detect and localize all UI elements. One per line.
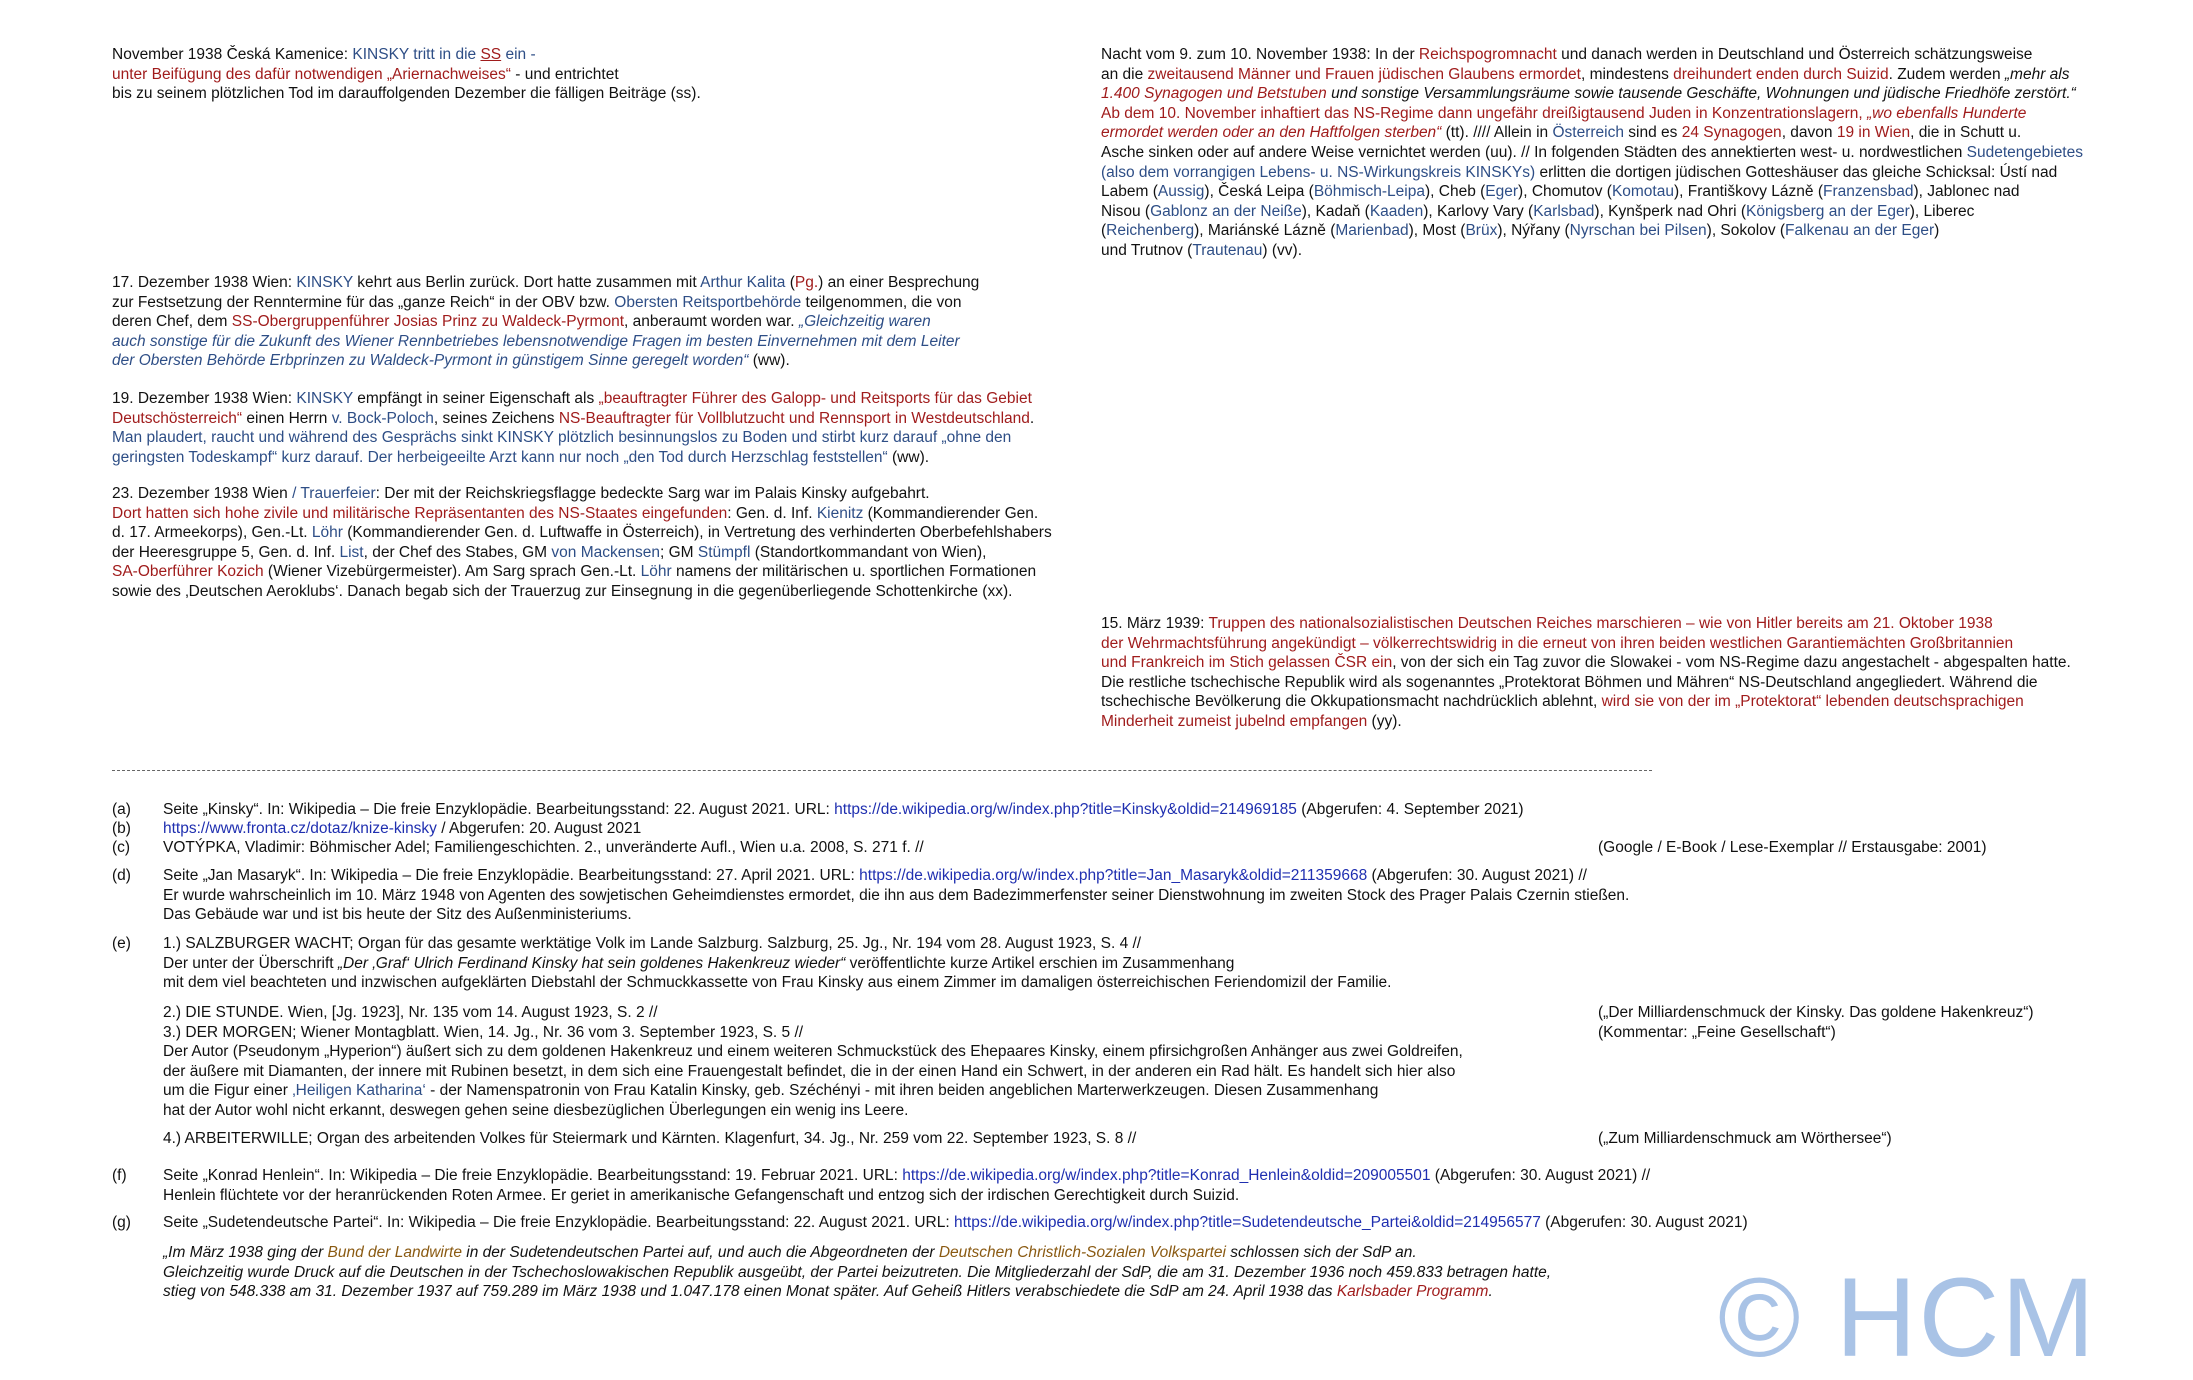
text-run: Man plaudert, raucht und während des Gesprächs sinkt KINSKY plötzlich besinnungslos zu Boden und stirbt kurz darauf „ohne den — [112, 429, 1012, 447]
footnote-label: (a) — [112, 801, 131, 818]
text-run: Böhmisch-Leipa — [1313, 183, 1425, 201]
url-link[interactable]: https://de.wikipedia.org/w/index.php?title=Konrad_Henlein&oldid=209005501 — [902, 1167, 1431, 1184]
footnote-aside: („Der Milliardenschmuck der Kinsky. Das goldene Hakenkreuz“) — [1598, 1004, 2034, 1021]
text-run: : Der mit der Reichskriegsflagge bedeckte Sarg war im Palais Kinsky aufgebahrt. — [375, 485, 930, 502]
text-run: Franzensbad — [1823, 183, 1914, 201]
footnote-aside: (Google / E-Book / Lese-Exemplar // Erstausgabe: 2001) — [1598, 839, 1987, 856]
text-run: Obersten Reitsportbehörde — [614, 293, 802, 311]
text-run: teilgenommen, die von — [801, 293, 962, 311]
text-line — [163, 1213, 1748, 1233]
text-run: Seite „Sudetendeutsche Partei“. In: Wikipedia – Die freie Enzyklopädie. Bearbeitungsstand: 22. August 2021. URL: — [163, 1214, 954, 1231]
text-run: Kienitz — [816, 504, 864, 522]
text-run: „Gleichzeitig waren — [798, 313, 931, 331]
text-run: 19 in Wien — [1836, 124, 1911, 142]
text-run: Reichspogromnacht — [1418, 46, 1557, 63]
url-link[interactable]: https://de.wikipedia.org/w/index.php?title=Jan_Masaryk&oldid=211359668 — [859, 867, 1368, 884]
text-run: Das Gebäude war und ist bis heute der Sitz des Außenministeriums. — [163, 906, 632, 924]
text-run: NS-Beauftragter für Vollblutzucht und Rennsport in Westdeutschland — [558, 409, 1030, 427]
text-run: Der Autor (Pseudonym „Hyperion“) äußert sich zu dem goldenen Hakenkreuz und einem weiteren Schmuckstück des Ehepaares Kinsky, einem pfirsichgroßen Anhänger aus zwei Goldreifen, — [163, 1043, 1463, 1061]
text-line — [1101, 634, 2071, 654]
text-run: List — [339, 543, 364, 561]
entry-dec-17-1938 — [112, 273, 979, 371]
text-line — [163, 1263, 1551, 1283]
text-run: (also dem vorrangigen Lebens- u. NS-Wirkungskreis KINSKYs) — [1101, 163, 1536, 181]
text-run: Die restliche tschechische Republik wird als sogenanntes „Protektorat Böhmen und Mähren“ NS-Deutschland angegliedert. Während die — [1101, 673, 2038, 691]
text-run: ), Cheb ( — [1424, 183, 1486, 201]
text-run: Stümpfl — [697, 543, 751, 561]
text-run: ), Kadaň ( — [1301, 202, 1370, 220]
text-run: Arthur Kalita — [700, 274, 786, 291]
text-run: und sonstige Versammlungsräume sowie tausende Geschäfte, Wohnungen und jüdische Friedhöfe zerstört.“ — [1326, 85, 2076, 103]
text-line — [163, 1042, 1463, 1062]
text-line — [112, 448, 1034, 468]
text-run: Pg. — [794, 274, 819, 291]
text-run: hat der Autor wohl nicht erkannt, deswegen gehen seine diesbezüglichen Überlegungen ein wenig ins Leere. — [163, 1101, 909, 1119]
text-run: : — [287, 274, 297, 291]
text-line — [163, 1003, 1463, 1023]
text-run: (Abgerufen: 4. September 2021) — [1296, 801, 1524, 818]
text-run: , die in Schutt u. — [1910, 124, 2022, 142]
text-line — [112, 543, 1052, 563]
text-run: Eger — [1485, 183, 1519, 201]
text-line — [163, 1282, 1551, 1302]
text-run: . — [1029, 409, 1035, 427]
text-line — [163, 905, 1629, 925]
text-run: (Abgerufen: 30. August 2021) // — [1430, 1167, 1651, 1184]
url-link[interactable]: https://www.fronta.cz/dotaz/knize-kinsky — [163, 820, 437, 837]
text-run: unter Beifügung des dafür notwendigen „Ariernachweises“ — [112, 65, 511, 83]
text-run: - und entrichtet — [510, 65, 619, 83]
text-run: in der Sudetendeutschen Partei auf, und auch die Abgeordneten der — [461, 1244, 939, 1261]
text-run: auch sonstige für die Zukunft des Wiener Rennbetriebes lebensnotwendige Fragen im besten Einvernehmen mit dem Leiter — [112, 332, 960, 350]
text-run: bis zu seinem plötzlichen Tod im darauffolgenden Dezember die fälligen Beiträge (ss). — [112, 85, 701, 103]
text-run: (tt). //// Allein in — [1441, 124, 1553, 142]
footnote-aside: („Zum Milliardenschmuck am Wörthersee“) — [1598, 1130, 1892, 1147]
text-line — [112, 523, 1052, 543]
text-run: , seines Zeichens — [433, 409, 559, 427]
text-line — [163, 1166, 1650, 1186]
text-line — [1101, 163, 2083, 183]
text-run: deren Chef, dem — [112, 313, 232, 331]
text-line — [112, 84, 701, 104]
url-link[interactable]: https://de.wikipedia.org/w/index.php?title=Sudetendeutsche_Partei&oldid=214956577 — [953, 1214, 1541, 1231]
text-line — [163, 954, 1391, 974]
text-line — [163, 838, 924, 858]
text-run: veröffentlichte kurze Artikel erschien im Zusammenhang — [845, 954, 1235, 972]
text-run: ermordet werden oder an den Haftfolgen sterben“ — [1101, 124, 1442, 142]
entry-nov-1938 — [112, 45, 701, 104]
text-run: November 1938 Česká Kamenice — [112, 46, 344, 63]
text-run: zur Festsetzung der Renntermine für das „ganze Reich“ in der OBV bzw. — [112, 293, 615, 311]
text-line — [1101, 614, 2071, 634]
text-run: (Standortkommandant von Wien), — [750, 543, 987, 561]
url-link[interactable]: https://de.wikipedia.org/w/index.php?title=Kinsky&oldid=214969185 — [834, 801, 1297, 818]
text-run: VOTÝPKA, Vladimir: Böhmischer Adel; Familiengeschichten. 2., unveränderte Aufl., Wien u.a. 2008, S. 271 f. // — [163, 839, 924, 856]
text-run: Karlsbad — [1533, 202, 1595, 220]
text-line — [1101, 143, 2083, 163]
text-run: ), Česká Leipa ( — [1204, 183, 1314, 201]
text-run: „Der ‚Graf‘ Ulrich Ferdinand Kinsky hat sein goldenes Hakenkreuz wieder“ — [337, 954, 846, 972]
text-line — [163, 886, 1629, 906]
text-run: Nacht vom 9. zum 10. November 1938 — [1101, 46, 1367, 63]
text-run: Komotau — [1611, 183, 1674, 201]
text-run: Deutschösterreich“ — [112, 409, 243, 427]
text-run: um die Figur einer — [163, 1082, 293, 1100]
text-run: , von der sich ein Tag zuvor die Slowakei - vom NS-Regime dazu angestachelt - abgespalten hatte. — [1392, 654, 2071, 672]
text-run: ) — [1934, 222, 1940, 240]
text-run: - der Namenspatronin von Frau Katalin Kinsky, geb. Széchényi - mit ihren beiden angeblichen Marterwerkzeugen. Diesen Zusammenhang — [425, 1082, 1379, 1100]
text-run: erlitten die dortigen jüdischen Gotteshäuser das gleiche Schicksal: Ústí nad — [1535, 163, 2058, 181]
text-run: der äußere mit Diamanten, der innere mit Rubinen besetzt, in dem sich eine Frauengestalt befindet, die in der einen Hand ein Schwert, in der anderen ein Rad hält. Es handelt sich hier also — [163, 1062, 1456, 1080]
entry-mar-15-1939 — [1101, 614, 2071, 732]
text-run: Henlein flüchtete vor der heranrückenden Roten Armee. Er geriet in amerikanische Gefangenschaft und entzog sich der irdischen Gerechtigkeit durch Suizid. — [163, 1186, 1240, 1204]
text-run: und Trutnov ( — [1101, 241, 1193, 259]
footnote-quote — [163, 1243, 1551, 1302]
text-run: Seite „Konrad Henlein“. In: Wikipedia – Die freie Enzyklopädie. Bearbeitungsstand: 19. Februar 2021. URL: — [163, 1167, 903, 1184]
footnote-text: 4.) ARBEITERWILLE; Organ des arbeitenden Volkes für Steiermark und Kärnten. Klagenfurt, 34. Jg., Nr. 259 vom 22. September 1923, S. 8 // — [163, 1130, 1137, 1147]
text-run: schlossen sich der SdP an. — [1225, 1244, 1417, 1261]
text-run: 1.400 Synagogen und Betstuben — [1101, 85, 1327, 103]
footnote-text — [163, 819, 641, 839]
text-run: an die — [1101, 65, 1148, 83]
text-run: (Wiener Vizebürgermeister). Am Sarg sprach Gen.-Lt. — [263, 563, 641, 581]
text-run: ), Nýřany ( — [1497, 222, 1570, 240]
text-line — [112, 273, 979, 293]
text-line — [1101, 673, 2071, 693]
text-run: kehrt aus Berlin zurück. Dort hatte zusammen mit — [352, 274, 701, 291]
text-run: ( — [1101, 222, 1107, 240]
text-line — [112, 65, 701, 85]
text-run: (Abgerufen: 30. August 2021) — [1540, 1214, 1748, 1231]
text-run: / Trauerfeier — [287, 485, 376, 502]
text-run: 19. Dezember 1938 Wien — [112, 390, 288, 407]
text-line — [163, 819, 641, 839]
text-run: (ww). — [887, 448, 930, 466]
text-run: : — [287, 390, 297, 407]
text-run: KINSKY — [296, 390, 353, 407]
footnote-text — [163, 1166, 1650, 1205]
text-line — [112, 332, 979, 352]
text-run: namens der militärischen u. sportlichen Formationen — [671, 563, 1037, 581]
text-line — [112, 389, 1034, 409]
text-run: sind es — [1623, 124, 1682, 142]
text-run: 24 Synagogen — [1681, 124, 1782, 142]
text-run: empfängt in seiner Eigenschaft als — [352, 390, 599, 407]
text-run: „Im März 1938 ging der — [163, 1244, 328, 1261]
entry-dec-19-1938 — [112, 389, 1034, 467]
text-run: Löhr — [311, 524, 343, 542]
text-run: Der unter der Überschrift — [163, 954, 338, 972]
text-run: SA-Oberführer Kozich — [112, 563, 264, 581]
text-run: Karlsbader Programm — [1336, 1283, 1489, 1301]
text-run: 17. Dezember 1938 Wien — [112, 274, 288, 291]
text-line — [163, 1101, 1463, 1121]
footnote-label: (b) — [112, 820, 131, 837]
text-run: . — [1488, 1283, 1493, 1301]
text-line — [1101, 692, 2071, 712]
text-run: Gablonz an der Neiße — [1150, 202, 1302, 220]
text-run: einen Herrn — [242, 409, 332, 427]
text-run: (Kommandierender Gen. — [863, 504, 1039, 522]
text-line — [112, 428, 1034, 448]
text-line — [1101, 221, 2083, 241]
text-run: , anberaumt worden war. — [624, 313, 799, 331]
text-run: und Frankreich im Stich gelassen ČSR ein — [1101, 654, 1393, 672]
text-run: 2.) DIE STUNDE. Wien, [Jg. 1923], Nr. 135 vom 14. August 1923, S. 2 // — [163, 1004, 658, 1021]
text-run: „wo ebenfalls Hunderte — [1866, 104, 2027, 122]
text-run: „beauftragter Führer des Galopp- und Reitsports für das Gebiet — [598, 390, 1032, 407]
text-run: Er wurde wahrscheinlich im 10. März 1948 von Agenten des sowjetischen Geheimdienstes ermordet, die ihn aus dem Badezimmerfenster seiner Dienstwohnung im zweiten Stock des Prager Palais Czernin stießen. — [163, 886, 1630, 904]
footnote-text — [163, 934, 1391, 993]
text-line — [163, 800, 1524, 820]
text-run: Labem ( — [1101, 183, 1158, 201]
text-run: ) an einer Besprechung — [818, 274, 980, 291]
text-line — [1101, 241, 2083, 261]
separator-line — [112, 770, 1652, 771]
text-run: SS — [480, 46, 502, 63]
text-run: Seite „Jan Masaryk“. In: Wikipedia – Die freie Enzyklopädie. Bearbeitungsstand: 27. April 2021. URL: — [163, 867, 860, 884]
text-run: SS-Obergruppenführer Josias Prinz zu Waldeck-Pyrmont — [231, 313, 625, 331]
text-run: Nyrschan bei Pilsen — [1569, 222, 1707, 240]
text-run: Nisou ( — [1101, 202, 1151, 220]
text-line — [1101, 104, 2083, 124]
text-run: ), Mariánské Lázně ( — [1194, 222, 1336, 240]
text-line — [1101, 712, 2071, 732]
text-run: d. 17. Armeekorps), Gen.-Lt. — [112, 524, 312, 542]
text-run: ( — [785, 274, 795, 291]
text-run: 1.) SALZBURGER WACHT; Organ für das gesamte werktätige Volk im Lande Salzburg. Salzburg, 25. Jg., Nr. 194 vom 28. August 1923, S. 4 // — [163, 935, 1142, 952]
entry-nov-9-1938 — [1101, 45, 2083, 261]
text-run: 3.) DER MORGEN; Wiener Montagblatt. Wien, 14. Jg., Nr. 36 vom 3. September 1923, S. 5 // — [163, 1023, 804, 1041]
text-run: KINSKY — [296, 274, 353, 291]
text-run: tschechische Bevölkerung die Okkupationsmacht nachdrücklich ablehnt, — [1101, 693, 1602, 711]
footnote-text — [163, 866, 1629, 925]
text-run: geringsten Todeskampf“ kurz darauf. Der herbeigeeilte Arzt kann nur noch „den Tod durch Herzschlag feststellen“ — [112, 448, 888, 466]
text-run: KINSKY tritt in die — [352, 46, 481, 63]
text-run: Österreich — [1552, 124, 1624, 142]
text-run: und danach werden in Deutschland und Österreich schätzungsweise — [1556, 46, 2033, 63]
text-line — [112, 504, 1052, 524]
entry-dec-23-1938 — [112, 484, 1052, 602]
text-run: 15. März 1939 — [1101, 615, 1201, 632]
text-run: Dort hatten sich hohe zivile und militärische Repräsentanten des NS-Staates eingefunden — [112, 504, 728, 522]
text-run: zweitausend Männer und Frauen jüdischen Glaubens ermordet — [1147, 65, 1581, 83]
text-run: Deutschen Christlich-Sozialen Volkspartei — [938, 1244, 1226, 1261]
text-line — [163, 1186, 1650, 1206]
text-run: Sudetengebietes — [1966, 143, 2083, 161]
text-run: ‚Heiligen Katharina‘ — [292, 1082, 426, 1100]
text-run: 23. Dezember 1938 Wien — [112, 485, 288, 502]
text-run: v. Bock-Poloch — [331, 409, 434, 427]
text-run: ein - — [501, 46, 536, 63]
text-line — [1101, 123, 2083, 143]
text-run: Truppen des nationalsozialistischen Deutschen Reiches marschieren – wie von Hitler bereits am 21. Oktober 1938 — [1208, 615, 1993, 632]
text-line — [1101, 45, 2083, 65]
text-run: Brüx — [1465, 222, 1498, 240]
footnote-label: (g) — [112, 1214, 131, 1231]
text-run: (Abgerufen: 30. August 2021) // — [1367, 867, 1587, 884]
text-run: ), Sokolov ( — [1706, 222, 1786, 240]
text-run: Aussig — [1157, 183, 1205, 201]
text-line — [112, 562, 1052, 582]
text-run: , der Chef des Stabes, GM — [363, 543, 552, 561]
text-run: ), Kynšperk nad Ohri ( — [1594, 202, 1747, 220]
text-run: : Gen. d. Inf. — [727, 504, 817, 522]
text-run: : In der — [1366, 46, 1419, 63]
footnote-aside: (Kommentar: „Feine Gesellschaft“) — [1598, 1024, 1836, 1041]
footnote-text — [163, 1003, 1463, 1121]
text-run: ; GM — [659, 543, 698, 561]
text-line — [163, 1081, 1463, 1101]
text-run: Bund der Landwirte — [327, 1244, 462, 1261]
footnote-label: (d) — [112, 867, 131, 884]
text-run: : — [343, 46, 353, 63]
text-line — [163, 1023, 1463, 1043]
text-run: Reichenberg — [1106, 222, 1195, 240]
text-run: mit dem viel beachteten und inzwischen aufgeklärten Diebstahl der Schmuckkassette von Frau Kinsky aus einem Zimmer im damaligen österreichischen Feriendomizil der Familie. — [163, 974, 1392, 992]
text-run: Kaaden — [1369, 202, 1424, 220]
text-run: von Mackensen — [551, 543, 660, 561]
text-line — [163, 1062, 1463, 1082]
text-run: Seite „Kinsky“. In: Wikipedia – Die freie Enzyklopädie. Bearbeitungsstand: 22. August 2021. URL: — [163, 801, 835, 818]
footnote-label: (c) — [112, 839, 131, 856]
text-run: Falkenau an der Eger — [1785, 222, 1935, 240]
text-run: wird sie von der im „Protektorat“ lebenden deutschsprachigen — [1601, 693, 2024, 711]
text-run: „mehr als — [2004, 65, 2070, 83]
text-line — [112, 45, 701, 65]
text-run: Trautenau — [1192, 241, 1263, 259]
text-run: (ww). — [748, 352, 790, 370]
text-line — [1101, 653, 2071, 673]
text-run: . Zudem werden — [1888, 65, 2005, 83]
text-line — [163, 934, 1391, 954]
text-line — [1101, 182, 2083, 202]
text-line — [112, 582, 1052, 602]
text-line — [163, 1243, 1551, 1263]
text-line — [1101, 65, 2083, 85]
text-line — [1101, 84, 2083, 104]
text-line — [112, 312, 979, 332]
text-run: ), Liberec — [1909, 202, 1975, 220]
text-run: : — [1200, 615, 1209, 632]
text-line — [1101, 202, 2083, 222]
text-run: der Wehrmachtsführung angekündigt – völkerrechtswidrig in die erneut von ihren beiden westlichen Garantiemächten Großbritannien — [1101, 634, 2014, 652]
text-run: Asche sinken oder auf andere Weise vernichtet werden (uu). // In folgenden Städten des annektierten west- u. nordwestlichen — [1101, 143, 1967, 161]
text-run: sowie des ‚Deutschen Aeroklubs‘. Danach begab sich der Trauerzug zur Einsegnung in die gegenüberliegende Schottenkirche (xx). — [112, 582, 1013, 600]
text-run: (yy). — [1367, 712, 1402, 730]
text-run: ) (vv). — [1262, 241, 1303, 259]
text-line — [163, 866, 1629, 886]
text-run: Königsberg an der Eger — [1746, 202, 1910, 220]
text-line — [163, 973, 1391, 993]
copyright-watermark: © HCM — [1718, 1255, 2097, 1380]
footnote-label: (e) — [112, 935, 131, 952]
footnote-text — [163, 1213, 1748, 1233]
text-run: / Abgerufen: 20. August 2021 — [436, 820, 642, 837]
text-line — [112, 293, 979, 313]
text-run: Ab dem 10. November inhaftiert das NS-Regime dann ungefähr dreißigtausend Juden in Konzentrationslagern, — [1101, 104, 1867, 122]
text-run: ), Karlovy Vary ( — [1423, 202, 1534, 220]
text-run: , davon — [1781, 124, 1837, 142]
text-run: Marienbad — [1335, 222, 1409, 240]
text-run: , mindestens — [1580, 65, 1674, 83]
text-run: Gleichzeitig wurde Druck auf die Deutschen in der Tschechoslowakischen Republik ausgeübt, der Partei beizutreten. Die Mitgliederzahl der SdP, die am 31. Dezember 1936 noch 459.833 betragen hatte, — [163, 1263, 1552, 1281]
text-run: der Obersten Behörde Erbprinzen zu Waldeck-Pyrmont in günstigem Sinne geregelt worden“ — [112, 352, 749, 370]
text-run: der Heeresgruppe 5, Gen. d. Inf. — [112, 543, 340, 561]
text-line — [112, 484, 1052, 504]
text-run: ), Chomutov ( — [1518, 183, 1612, 201]
text-run: ), Jablonec nad — [1913, 183, 2020, 201]
text-line — [112, 351, 979, 371]
footnote-text — [163, 838, 924, 858]
text-run: (Kommandierender Gen. d. Luftwaffe in Österreich), in Vertretung des verhinderten Oberbefehlshabers — [342, 524, 1052, 542]
text-run: Löhr — [640, 563, 672, 581]
text-line — [112, 409, 1034, 429]
footnote-text — [163, 800, 1524, 820]
text-run: ), Františkovy Lázně ( — [1673, 183, 1824, 201]
text-run: ), Most ( — [1408, 222, 1466, 240]
text-run: dreihundert enden durch Suizid — [1673, 65, 1889, 83]
text-run: Minderheit zumeist jubelnd empfangen — [1101, 712, 1368, 730]
text-run: stieg von 548.338 am 31. Dezember 1937 auf 759.289 im März 1938 und 1.047.178 einen Monat später. Auf Geheiß Hitlers verabschiedete die SdP am 24. April 1938 das — [163, 1283, 1337, 1301]
footnote-label: (f) — [112, 1167, 127, 1184]
